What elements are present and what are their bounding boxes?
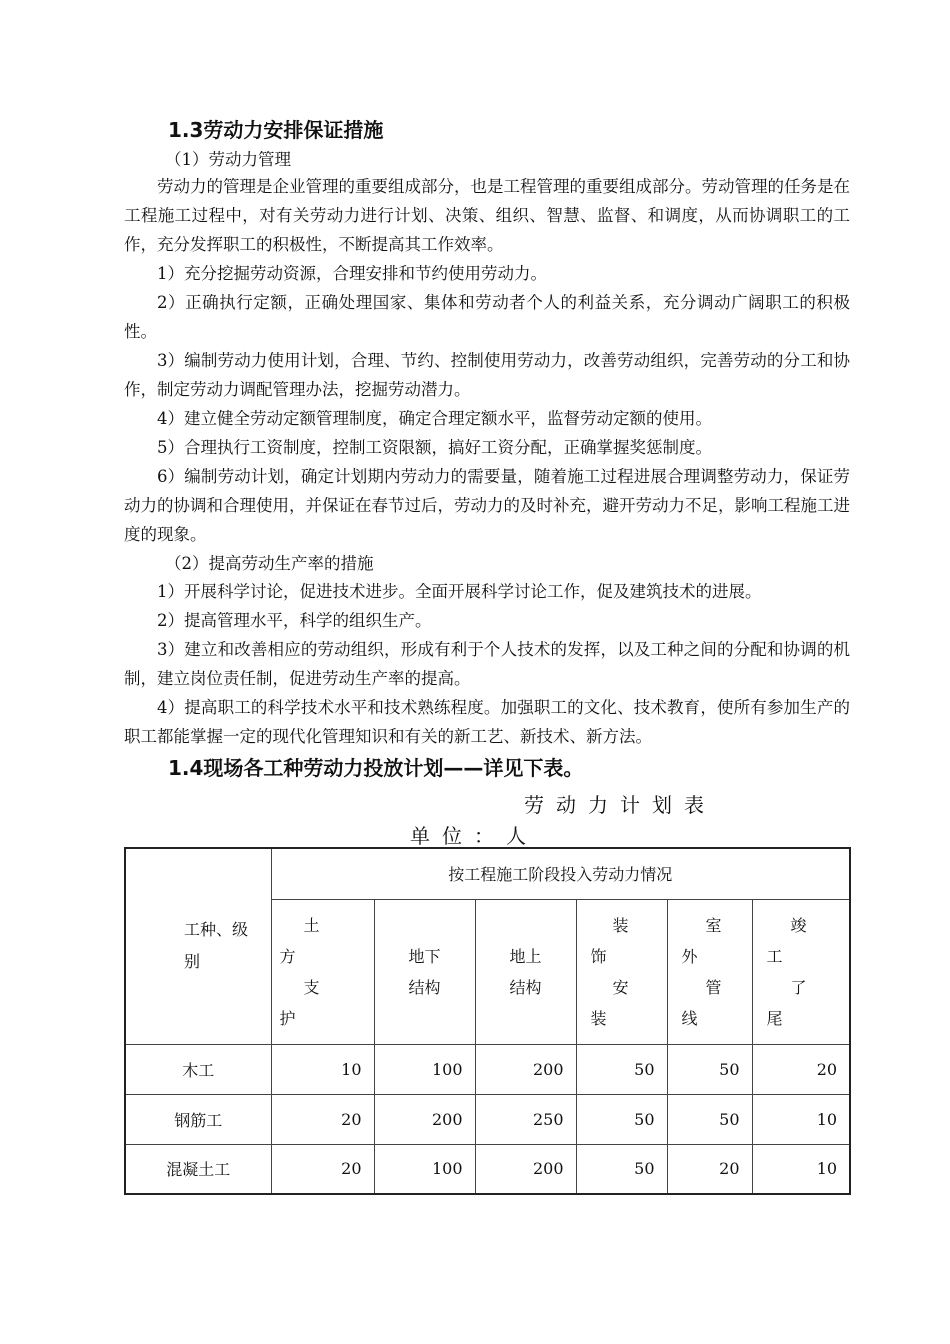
list-item: 4）提高职工的科学技术水平和技术熟练程度。加强职工的文化、技术教育，使所有参加生产的职工都能掌握一定的现代化管理知识和有关的新工艺、新技术、新方法。: [124, 698, 850, 746]
list-item: 3）建立和改善相应的劳动组织，形成有利于个人技术的发挥，以及工种之间的分配和协调的机制，建立岗位责任制，促进劳动生产率的提高。: [124, 640, 850, 688]
table-cell: 20: [667, 1144, 752, 1194]
heading-1-4: 1.4现场各工种劳动力投放计划——详见下表。: [168, 756, 584, 780]
table-cell: 10: [271, 1044, 374, 1094]
table-group-header: 按工程施工阶段投入劳动力情况: [271, 848, 850, 899]
table-corner-header: 工种、级别: [125, 848, 271, 1044]
table-cell: 20: [271, 1094, 374, 1144]
column-header: 土 方 支 护: [271, 899, 374, 1044]
table-cell: 20: [752, 1044, 850, 1094]
list-item: 4）建立健全劳动定额管理制度，确定合理定额水平，监督劳动定额的使用。: [157, 409, 712, 428]
table-cell: 50: [667, 1094, 752, 1144]
list-item: 1）充分挖掘劳动资源，合理安排和节约使用劳动力。: [157, 264, 547, 283]
table-row: [125, 1144, 850, 1194]
table-row: [125, 1044, 850, 1094]
table-cell: 50: [576, 1044, 667, 1094]
list-item: 6）编制劳动计划，确定计划期内劳动力的需要量，随着施工过程进展合理调整劳动力，保证劳动力的协调和合理使用，并保证在春节过后，劳动力的及时补充，避开劳动力不足，影响工程施工进度的现象。: [124, 467, 850, 544]
subheading-labor-management: （1）劳动力管理: [165, 150, 291, 169]
table-cell: 250: [475, 1094, 576, 1144]
table-cell: 10: [752, 1144, 850, 1194]
row-header: 木工: [125, 1044, 271, 1094]
table-cell: 100: [374, 1144, 475, 1194]
column-header: 地上 结构: [475, 899, 576, 1044]
table-cell: 50: [576, 1094, 667, 1144]
column-header: 竣 工 了 尾: [752, 899, 850, 1044]
table-cell: 200: [475, 1044, 576, 1094]
heading-1-3: 1.3劳动力安排保证措施: [168, 118, 384, 142]
table-cell: 100: [374, 1044, 475, 1094]
row-header: 混凝土工: [125, 1144, 271, 1194]
table-cell: 50: [667, 1044, 752, 1094]
row-header: 钢筋工: [125, 1094, 271, 1144]
list-item: 2）提高管理水平，科学的组织生产。: [157, 611, 432, 630]
list-item: 1）开展科学讨论，促进技术进步。全面开展科学讨论工作，促及建筑技术的进展。: [157, 582, 762, 601]
table-cell: 20: [271, 1144, 374, 1194]
paragraph-intro: 劳动力的管理是企业管理的重要组成部分，也是工程管理的重要组成部分。劳动管理的任务是在工程施工过程中，对有关劳动力进行计划、决策、组织、智慧、监督、和调度，从而协调职工的工作，充分发挥职工的积极性，不断提高其工作效率。: [124, 177, 850, 254]
list-item: 2）正确执行定额，正确处理国家、集体和劳动者个人的利益关系，充分调动广阔职工的积极性。: [124, 293, 850, 341]
column-header: 装 饰 安 装: [576, 899, 667, 1044]
table-cell: 10: [752, 1094, 850, 1144]
list-item: 3）编制劳动力使用计划，合理、节约、控制使用劳动力，改善劳动组织，完善劳动的分工和协作，制定劳动力调配管理办法，挖掘劳动潜力。: [124, 351, 850, 399]
list-item: 5）合理执行工资制度，控制工资限额，搞好工资分配，正确掌握奖惩制度。: [157, 438, 712, 457]
column-header: 地下 结构: [374, 899, 475, 1044]
subheading-productivity: （2）提高劳动生产率的措施: [165, 554, 374, 573]
labor-plan-table: [124, 847, 851, 1195]
table-row: [125, 1094, 850, 1144]
table-cell: 200: [374, 1094, 475, 1144]
table-title: 劳动力计划表: [524, 793, 716, 817]
table-cell: 50: [576, 1144, 667, 1194]
table-unit: 单位：人: [410, 824, 538, 848]
table-cell: 200: [475, 1144, 576, 1194]
column-header: 室 外 管 线: [667, 899, 752, 1044]
